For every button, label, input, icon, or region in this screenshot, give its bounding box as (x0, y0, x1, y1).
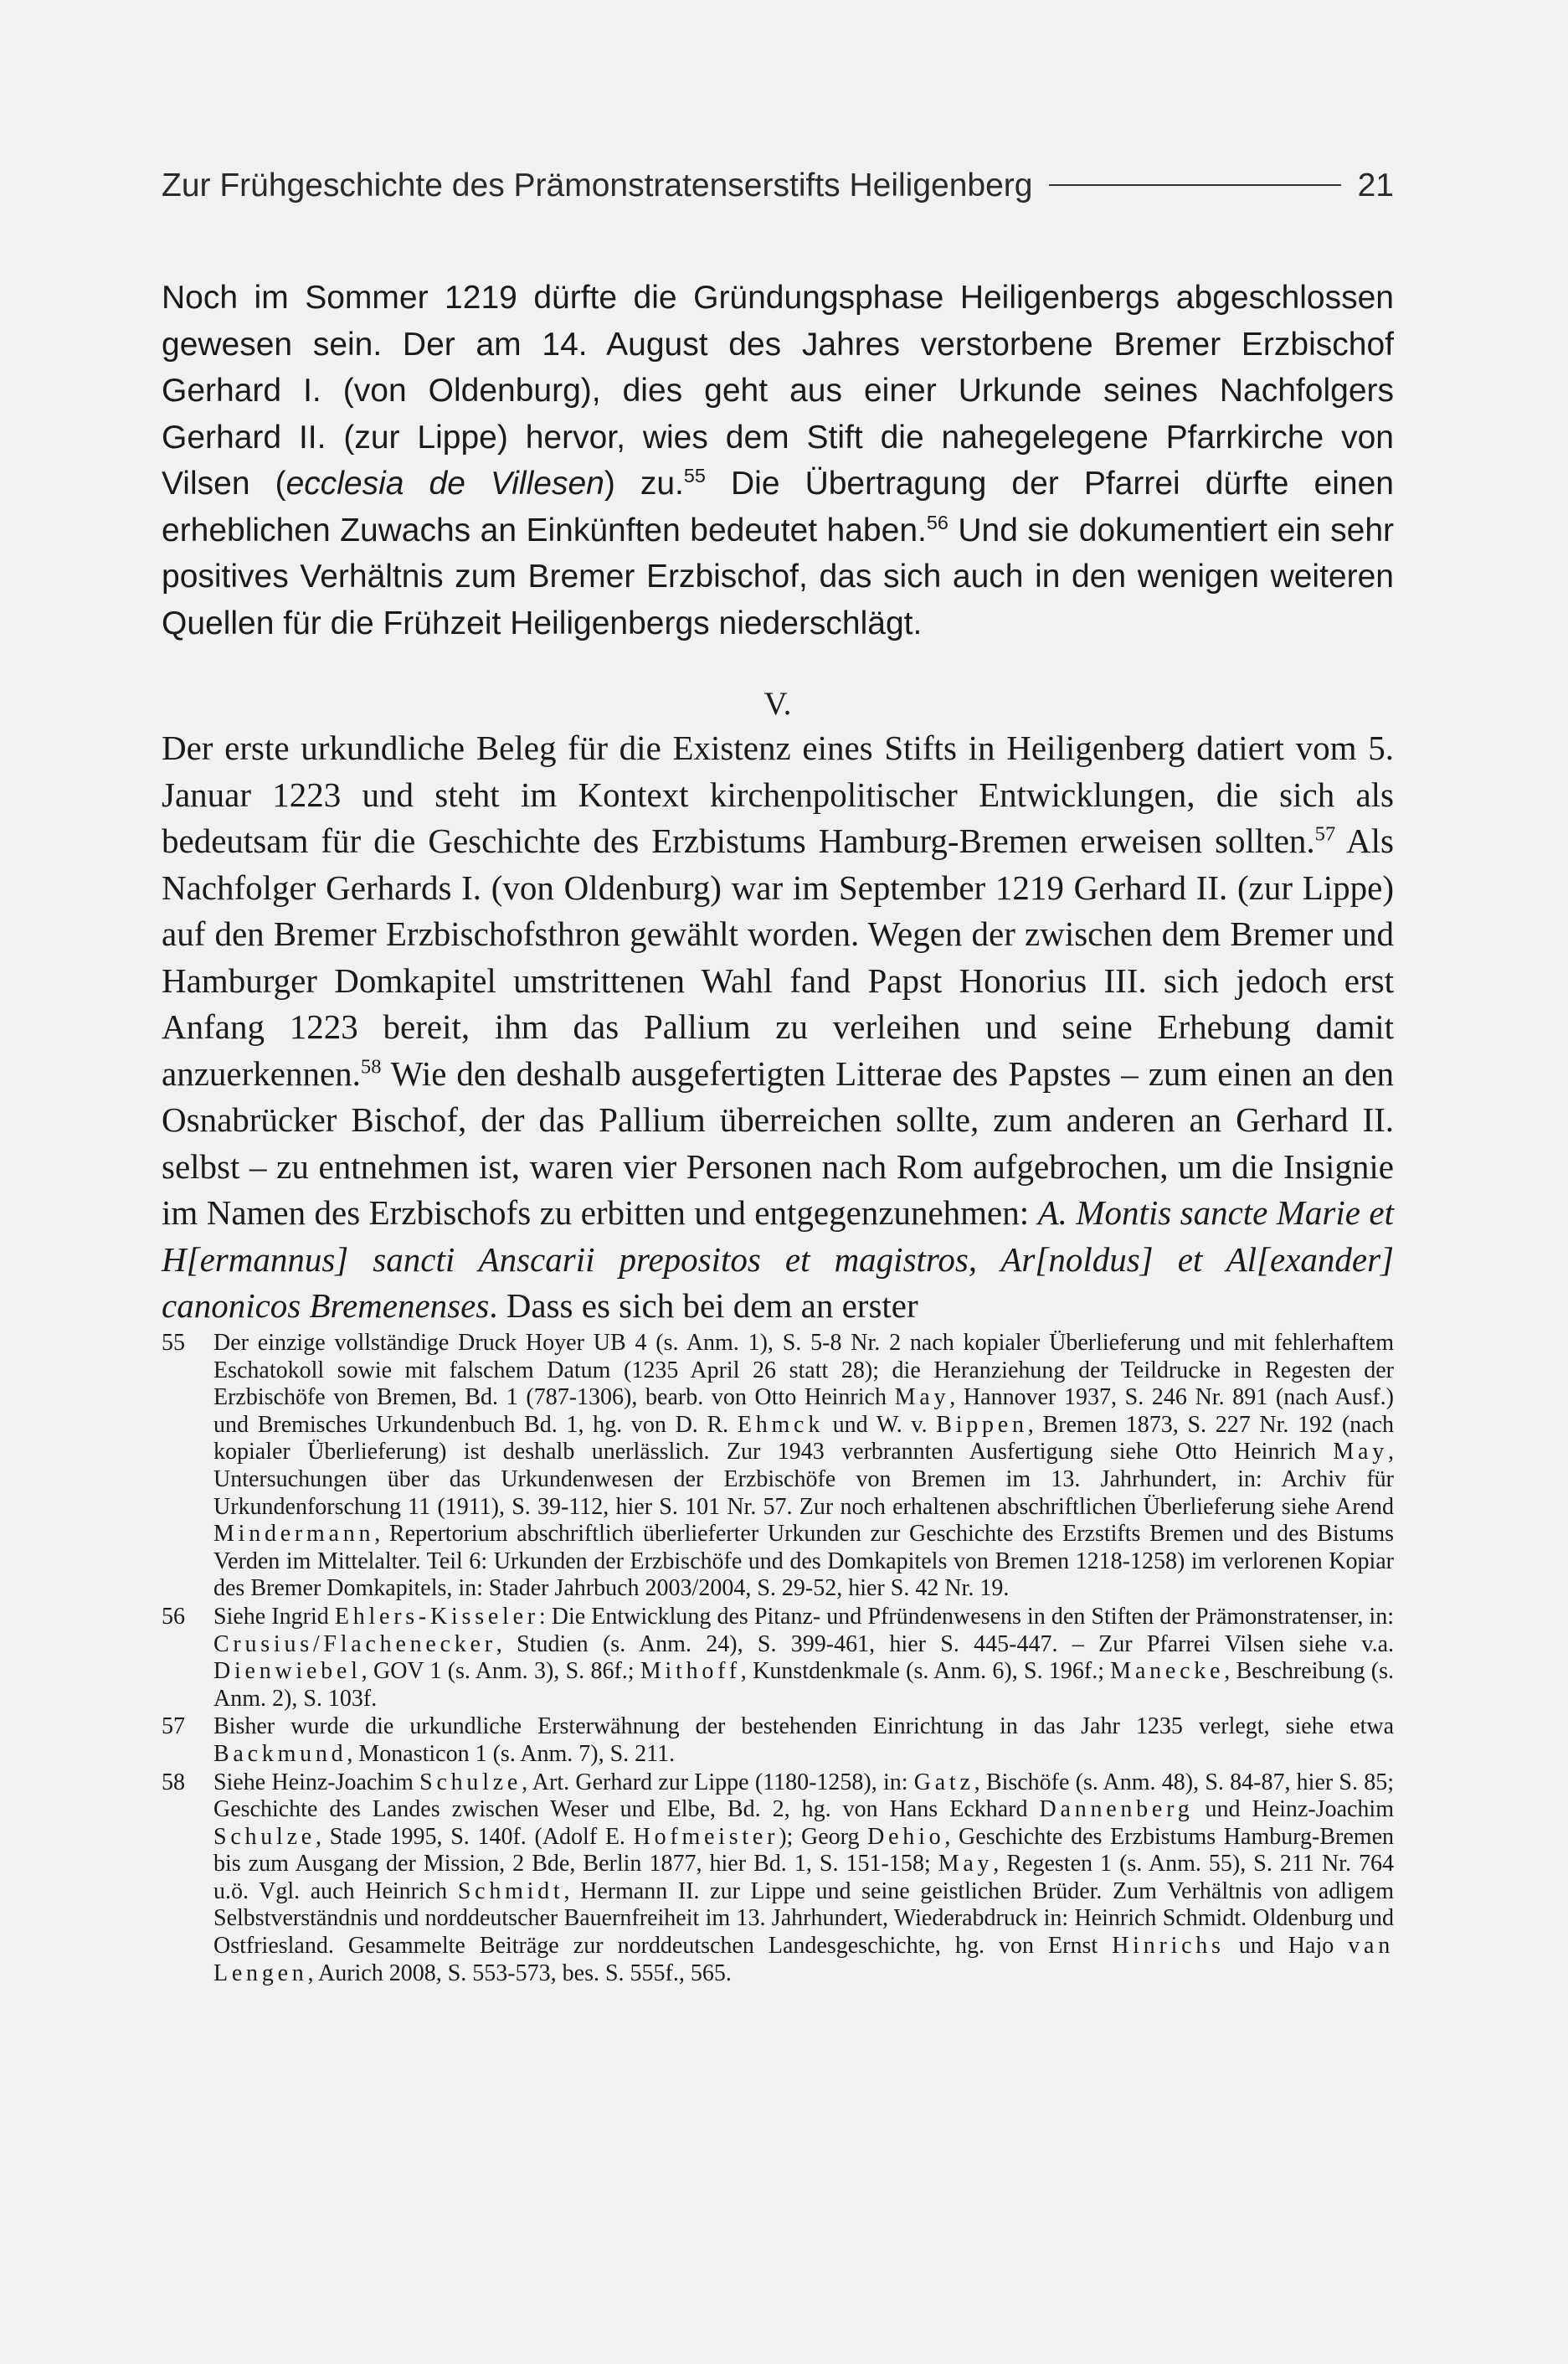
author-name: Dienwiebel (213, 1658, 362, 1685)
footnote-text-part: , Studien (s. Anm. 24), S. 399-461, hier S. 445-447. – Zur Pfarrei Vilsen siehe v.a. (496, 1630, 1394, 1657)
author-name: Manecke (1110, 1658, 1225, 1685)
footnote-number: 57 (162, 1713, 185, 1740)
author-name: Dehio (867, 1823, 945, 1850)
section-heading: V. (763, 686, 792, 722)
footnote-58 (162, 1769, 1394, 1988)
footnote-text-part: , Bischöfe (s. Anm. 48), S. 84-87, hier S. 85; Geschichte des Landes zwischen Weser und Elbe, Bd. 2, hg. von Hans Eckhard (213, 1769, 1395, 1823)
footnote-text-part: und Heinz-Joachim (1193, 1796, 1394, 1823)
footnote-text-part: Der einzige vollständige Druck Hoyer UB 4 (s. Anm. 1), S. 5-8 Nr. 2 nach kopialer Überlieferung und mit fehlerhaftem Eschatokoll sowie mit falschem Datum (1235 April 26 statt 28); die Heranziehung der Teildrucke in Regesten der Erzbischöfe von Bremen, Bd. 1 (787-1306), bearb. von Otto Heinrich (213, 1330, 1394, 1411)
footnote-text-part: , Repertorium abschriftlich überlieferter Urkunden zur Geschichte des Erzstifts Bremen und des Bistums Verden im Mittelalter. Teil 6: Urkunden der Erzbischöfe und des Domkapitels von Bremen 1218-1258) im verlorenen Kopiar des Bremer Domkapitels, in: Stader Jahrbuch 2003/2004, S. 29-52, hier S. 42 Nr. 19. (213, 1521, 1394, 1602)
running-title: Zur Frühgeschichte des Prämonstratenserstifts Heiligenberg (162, 167, 1033, 203)
author-name: May (894, 1384, 950, 1411)
footnote-ref-56[interactable]: 56 (926, 511, 949, 533)
footnote-text-part: , Untersuchungen über das Urkundenwesen der Erzbischöfe von Bremen im 13. Jahrhundert, in: Archiv für Urkundenforschung 11 (1911), S. 39-112, hier S. 101 Nr. 57. Zur noch erhaltenen abschriftlichen Überlieferung siehe Arend (213, 1439, 1394, 1520)
author-name: Ehlers-Kisseler (334, 1603, 539, 1630)
paragraph-2-text: Der erste urkundliche Beleg für die Existenz eines Stifts in Heiligenberg datiert vom 5. Januar 1223 und steht im Kontext kirchenpolitischer Entwicklungen, die sich als bedeutsam für die Geschichte des Erzbistums Hamburg-Bremen erweisen sollten. (162, 729, 1394, 860)
author-name: Schulze (213, 1823, 316, 1850)
running-header (162, 167, 1394, 219)
paragraph-1-text: Und sie dokumentiert ein sehr positives Verhältnis zum Bremer Erzbischof, das sich auch in den wenigen weiteren Quellen für die Frühzeit Heiligenbergs niederschlägt. (162, 512, 1394, 641)
author-name: Backmund (213, 1740, 347, 1767)
paragraph-1-text: ) zu. (604, 466, 684, 502)
footnote-text (213, 1769, 1394, 1988)
author-name: Crusius/Flachenecker (213, 1630, 496, 1657)
footnote-number: 56 (162, 1603, 185, 1630)
footnote-text-part: , Regesten 1 (s. Anm. 55), S. 211 Nr. 764 u.ö. Vgl. auch Heinrich (213, 1851, 1394, 1904)
footnote-ref-57[interactable]: 57 (1314, 822, 1336, 846)
author-name: Schmidt (457, 1877, 564, 1904)
footnote-text-part: , Monasticon 1 (s. Anm. 7), S. 211. (347, 1740, 676, 1767)
author-name: Ehmck (737, 1411, 824, 1438)
footnote-ref-58[interactable]: 58 (360, 1054, 382, 1078)
header-rule (1049, 184, 1340, 186)
footnote-text-part: , Hannover 1937, S. 246 Nr. 891 (nach Ausf.) und Bremisches Urkundenbuch Bd. 1, hg. von D. R. (213, 1384, 1394, 1438)
author-name: Bippen (936, 1411, 1028, 1438)
footnote-text-part: , Aurich 2008, S. 553-573, bes. S. 555f., 565. (307, 1960, 732, 1986)
author-name: Dannenberg (1039, 1796, 1194, 1823)
footnote-text-part: Siehe Heinz-Joachim (213, 1769, 420, 1795)
author-name: Hofmeister (633, 1823, 779, 1850)
footnote-text-part: , Bremen 1873, S. 227 Nr. 192 (nach kopialer Überlieferung) ist deshalb unerlässlich. Zur 1943 verbrannten Ausfertigung siehe Otto Heinrich (213, 1411, 1394, 1465)
author-name: May (1333, 1439, 1388, 1465)
footnote-ref-55[interactable]: 55 (683, 465, 706, 487)
footnote-text-part: , GOV 1 (s. Anm. 3), S. 86f.; (361, 1658, 640, 1685)
footnote-number: 55 (162, 1330, 185, 1356)
paragraph-1-text: Die Übertragung der Pfarrei dürfte einen erheblichen Zuwachs an Einkünften bedeutet haben. (162, 466, 1394, 549)
footnote-number: 58 (162, 1769, 185, 1795)
paragraph-2-text: . Dass es sich bei dem an erster (489, 1286, 918, 1325)
footnote-56 (162, 1604, 1394, 1712)
footnote-text-part: Bisher wurde die urkundliche Ersterwähnung der bestehenden Einrichtung in das Jahr 1235 verlegt, siehe etwa (213, 1713, 1394, 1740)
author-name: May (938, 1851, 994, 1877)
author-name: Schulze (419, 1769, 522, 1795)
footnote-text-part: Siehe Ingrid (213, 1603, 335, 1630)
footnote-text-part: und W. v. (823, 1411, 937, 1438)
footnote-text-part: , Geschichte des Erzbistums Hamburg-Bremen bis zum Ausgang der Mission, 2 Bde, Berlin 1877, hier Bd. 1, S. 151-158; (213, 1823, 1395, 1877)
latin-quote: A. Montis sancte Marie et H[ermannus] sancti Anscarii prepositos et magistros, Ar[noldus] et Al[exander] canonicos Bremenenses (162, 1193, 1394, 1325)
footnote-text (213, 1713, 1394, 1768)
author-name: Hinrichs (1112, 1933, 1225, 1960)
author-name: Mithoff (640, 1658, 741, 1685)
footnote-text-part: , Art. Gerhard zur Lippe (1180-1258), in: (522, 1769, 914, 1795)
author-name: Gatz (913, 1769, 974, 1795)
paragraph-2-text: Als Nachfolger Gerhards I. (von Oldenburg) war im September 1219 Gerhard II. (zur Lippe) auf den Bremer Erzbischofsthron gewählt worden. Wegen der zwischen dem Bremer und Hamburger Domkapitel umstrittenen Wahl fand Papst Honorius III. sich jedoch erst Anfang 1223 bereit, ihm das Pallium zu verleihen und seine Erhebung damit anzuerkennen. (162, 821, 1395, 1093)
author-name: Mindermann (213, 1521, 375, 1548)
footnote-text-part: und Hajo (1224, 1933, 1349, 1960)
footnote-text-part: : Die Entwicklung des Pitanz- und Pfründenwesens in den Stiften der Prämonstratenser, in: (538, 1603, 1394, 1630)
paragraph-2 (162, 725, 1394, 1330)
paragraph-2-text: Wie den deshalb ausgefertigten Litterae des Papstes – zum einen an den Osnabrücker Bischof, der das Pallium überreichen sollte, zum anderen an Gerhard II. selbst – zu entnehmen ist, waren vier Personen nach Rom aufgebrochen, um die Insignie im Namen des Erzbischofs zu erbitten und entgegenzunehmen: (162, 1053, 1394, 1232)
author-name: van Lengen (213, 1933, 1394, 1986)
footnote-text (213, 1330, 1394, 1603)
latin-quote: ecclesia de Villesen (285, 466, 604, 502)
footnote-55 (162, 1330, 1394, 1603)
footnote-text-part: , Hermann II. zur Lippe und seine geistlichen Brüder. Zum Verhältnis von adligem Selbstverständnis und norddeutscher Bauernfreiheit im 13. Jahrhundert, Wiederabdruck in: Heinrich Schmidt. Oldenburg und Ostfriesland. Gesammelte Beiträge zur norddeutschen Landesgeschichte, hg. von Ernst (213, 1877, 1394, 1960)
paragraph-1-text: Noch im Sommer 1219 dürfte die Gründungsphase Heiligenbergs abgeschlossen gewesen sein. Der am 14. August des Jahres verstorbene Bremer Erzbischof Gerhard I. (von Oldenburg), dies geht aus einer Urkunde seines Nachfolgers Gerhard II. (zur Lippe) hervor, wies dem Stift die nahegelegene Pfarrkirche von Vilsen ( (162, 280, 1394, 502)
page-number: 21 (1357, 167, 1394, 203)
footnote-text-part: ); Georg (779, 1823, 868, 1850)
footnote-text (213, 1604, 1394, 1712)
footnote-57 (162, 1713, 1394, 1768)
footnotes-section (162, 1330, 1394, 1988)
footnote-text-part: , Beschreibung (s. Anm. 2), S. 103f. (213, 1658, 1394, 1712)
paragraph-1 (162, 275, 1394, 646)
footnote-text-part: , Kunstdenkmale (s. Anm. 6), S. 196f.; (740, 1658, 1111, 1685)
footnote-text-part: , Stade 1995, S. 140f. (Adolf E. (315, 1823, 634, 1850)
